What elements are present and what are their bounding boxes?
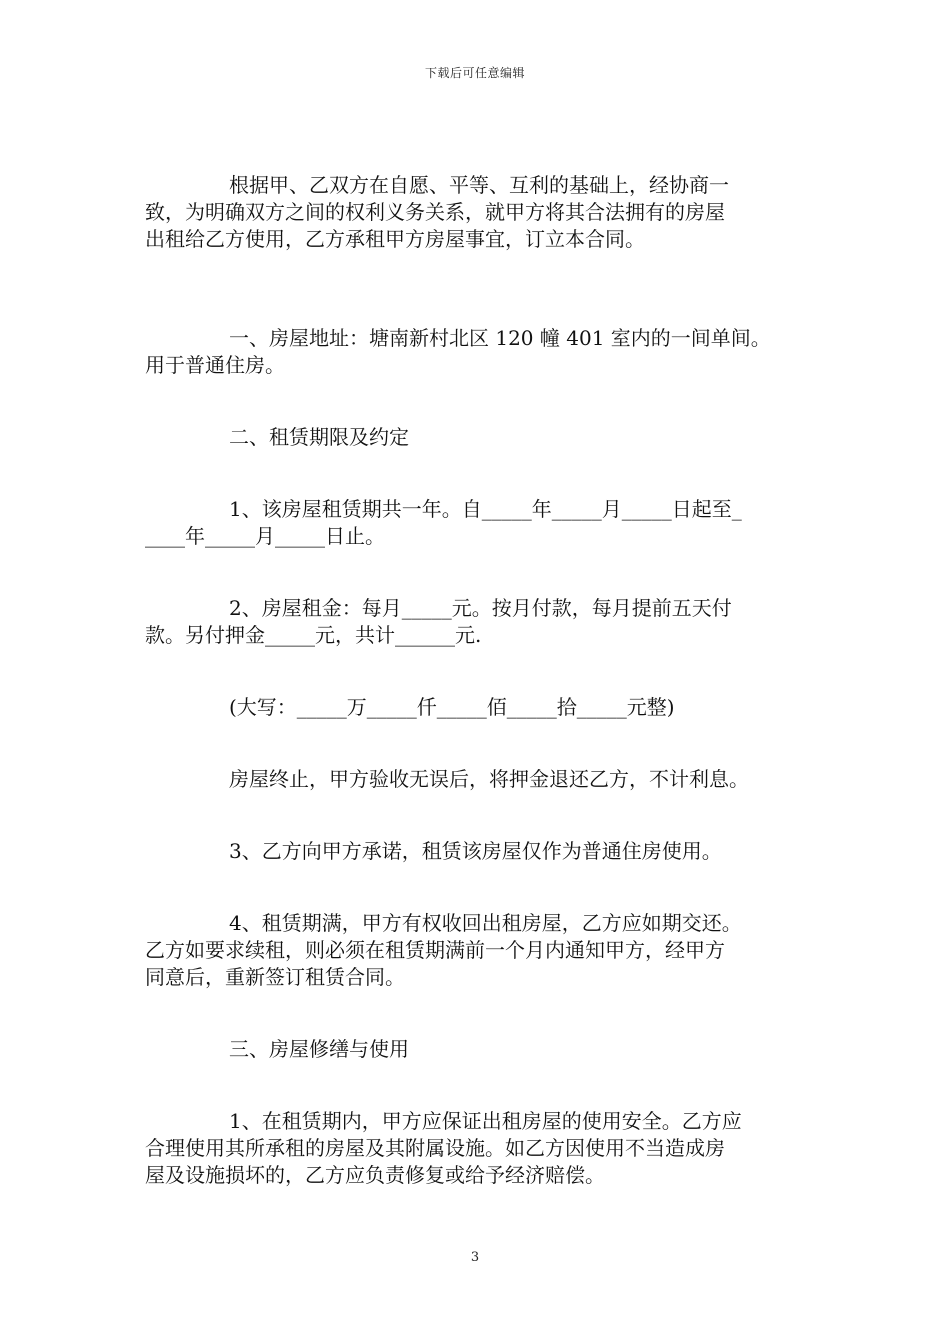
heading-line: 三、房屋修缮与使用: [229, 1037, 409, 1061]
paragraph-line: 乙方如要求续租，则必须在租赁期满前一个月内通知甲方，经甲方: [145, 938, 725, 962]
paragraph-line: 2、房屋租金：每月_____元。按月付款，每月提前五天付: [229, 596, 732, 620]
paragraph-line: ____年_____月_____日止。: [145, 524, 385, 548]
paragraph-line: 出租给乙方使用，乙方承租甲方房屋事宜，订立本合同。: [145, 227, 645, 251]
paragraph-line: 致，为明确双方之间的权利义务关系，就甲方将其合法拥有的房屋: [145, 200, 725, 224]
paragraph-address: [145, 325, 805, 379]
paragraph-line: 用于普通住房。: [145, 353, 285, 377]
clause-lease-period: [145, 496, 805, 550]
paragraph-line: 1、在租赁期内，甲方应保证出租房屋的使用安全。乙方应: [229, 1109, 742, 1133]
paragraph-line: 合理使用其所承租的房屋及其附属设施。如乙方因使用不当造成房: [145, 1136, 725, 1160]
paragraph-line: 款。另付押金_____元，共计______元.: [145, 623, 482, 647]
clause-deposit-return: [145, 766, 805, 793]
paragraph-line: 一、房屋地址：塘南新村北区 120 幢 401 室内的一间单间。: [229, 326, 771, 350]
heading-line: 二、租赁期限及约定: [229, 425, 409, 449]
paragraph-line: 1、该房屋租赁期共一年。自_____年_____月_____日起至_: [229, 497, 742, 521]
document-body: [145, 172, 805, 1189]
paragraph-line: 根据甲、乙双方在自愿、平等、互利的基础上，经协商一: [229, 173, 729, 197]
paragraph-line: (大写：_____万_____仟_____佰_____拾_____元整): [229, 695, 675, 719]
clause-usage-promise: [145, 838, 805, 865]
paragraph-line: 房屋终止，甲方验收无误后，将押金退还乙方，不计利息。: [229, 767, 749, 791]
paragraph-preamble: [145, 172, 805, 253]
section-heading-lease-term: [145, 424, 805, 451]
clause-safety-repair: [145, 1108, 805, 1189]
paragraph-line: 同意后，重新签订租赁合同。: [145, 965, 405, 989]
page-number: 3: [470, 1250, 480, 1265]
paragraph-line: 4、租赁期满，甲方有权收回出租房屋，乙方应如期交还。: [229, 911, 742, 935]
clause-lease-renewal: [145, 910, 805, 991]
clause-amount-in-words: [145, 694, 805, 721]
page-header: 下载后可任意编辑: [424, 66, 525, 80]
paragraph-line: 屋及设施损坏的，乙方应负责修复或给予经济赔偿。: [145, 1163, 605, 1187]
section-heading-repair-use: [145, 1036, 805, 1063]
clause-rent: [145, 595, 805, 649]
paragraph-line: 3、乙方向甲方承诺，租赁该房屋仅作为普通住房使用。: [229, 839, 722, 863]
